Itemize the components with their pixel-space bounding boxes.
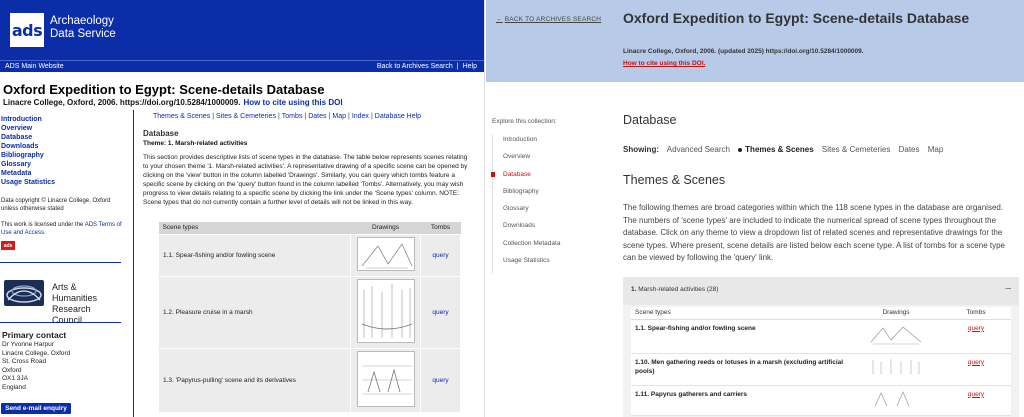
drawing-cell[interactable]: [351, 276, 421, 348]
ahrc-name: [52, 282, 120, 326]
old-top-nav: [0, 60, 485, 72]
scene-types-table: [631, 307, 1011, 416]
table-row: [159, 276, 461, 348]
nav-separator: |: [456, 63, 459, 70]
theme-accordion-marsh[interactable]: [623, 277, 1019, 305]
old-site-panel: [0, 0, 485, 417]
collapse-icon[interactable]: –: [1005, 283, 1011, 294]
license-text: [0, 221, 123, 237]
citation-line: [3, 98, 343, 107]
scene-type-cell[interactable]: 1.3. 'Papyrus-pulling' scene and its derivatives: [159, 348, 351, 412]
showing-themes-scenes[interactable]: Themes & Scenes: [745, 145, 814, 154]
table-header-row: [631, 307, 1011, 319]
nav-item-bibliography[interactable]: Bibliography: [503, 187, 539, 195]
table-row: [159, 348, 461, 412]
drawing-thumbnail[interactable]: [869, 324, 923, 346]
ahrc-line1: Arts & Humanities: [52, 282, 98, 303]
drawing-thumbnail[interactable]: [869, 358, 923, 376]
org-name-line2: Data Service: [50, 28, 116, 40]
collection-nav: [492, 135, 592, 273]
tab-database-help[interactable]: Database Help: [374, 113, 422, 120]
old-sidebar: [0, 115, 123, 250]
tombs-query-link[interactable]: query: [421, 234, 461, 276]
tab-separator: |: [212, 113, 215, 120]
old-database-tabs: [143, 112, 478, 121]
sidebar-item-database[interactable]: Database: [1, 134, 33, 141]
tombs-query-link[interactable]: query: [421, 348, 461, 412]
table-row: [631, 319, 1011, 353]
accordion-title: [631, 286, 718, 293]
tab-separator: |: [347, 113, 350, 120]
showing-filter-bar: [623, 145, 949, 154]
tombs-query-cell[interactable]: [941, 385, 1011, 415]
nav-item-overview[interactable]: Overview: [503, 153, 531, 161]
citation-text: Linacre College, Oxford, 2006. https://doi.org/10.5284/1000009.: [3, 98, 241, 107]
tab-dates[interactable]: Dates: [308, 113, 327, 120]
back-to-archives-search-link[interactable]: [496, 16, 601, 23]
back-to-archives-link[interactable]: Back to Archives Search: [376, 63, 453, 70]
col-tombs: Tombs: [941, 307, 1011, 319]
terms-of-use-link[interactable]: ADS Terms of Use and Access.: [1, 222, 122, 236]
org-name-line1: Archaeology: [50, 15, 114, 27]
tombs-query-link[interactable]: query: [421, 276, 461, 348]
explore-collection-label: Explore this collection:: [492, 118, 557, 125]
send-email-enquiry-button[interactable]: Send e-mail enquiry: [1, 403, 71, 414]
nav-item-downloads[interactable]: Downloads: [503, 222, 536, 230]
old-site-header: [0, 0, 485, 60]
table-row: [159, 234, 461, 276]
database-heading: Database: [623, 113, 677, 127]
ads-small-logo[interactable]: ads: [1, 241, 15, 250]
contact-line: Linacre College, Oxford: [2, 349, 71, 357]
ads-main-website-link[interactable]: ADS Main Website: [5, 63, 64, 70]
database-heading: Database: [143, 129, 179, 138]
ads-logo[interactable]: ads: [10, 13, 44, 47]
drawing-cell[interactable]: [851, 353, 941, 385]
new-site-header: [486, 0, 1024, 82]
table-header-row: [159, 222, 461, 234]
tab-tombs[interactable]: Tombs: [281, 113, 303, 120]
nav-item-database[interactable]: Database: [493, 170, 592, 187]
sidebar-item-overview[interactable]: Overview: [1, 125, 33, 132]
accordion-number: 1.: [631, 286, 637, 293]
nav-item-usage-statistics[interactable]: Usage Statistics: [503, 257, 550, 265]
contact-line: Dr Yvonne Harpur: [2, 341, 54, 348]
sidebar-item-glossary[interactable]: Glossary: [1, 161, 31, 168]
tab-separator: |: [277, 113, 280, 120]
citation-text: Linacre College, Oxford, 2006. (updated 2025) https://doi.org/10.5284/1000009.: [623, 48, 864, 55]
tombs-query-link[interactable]: query: [967, 390, 985, 398]
new-site-panel: [486, 0, 1024, 417]
tombs-query-link[interactable]: query: [967, 358, 985, 366]
showing-dates[interactable]: Dates: [898, 145, 920, 154]
ahrc-line2: Research Council: [52, 304, 91, 325]
tab-index[interactable]: Index: [351, 113, 369, 120]
active-dot-icon: [738, 148, 742, 152]
nav-item-glossary[interactable]: Glossary: [503, 205, 529, 213]
col-scene-types: Scene types: [631, 307, 851, 319]
sidebar-item-introduction[interactable]: Introduction: [1, 116, 42, 123]
themes-description: The following themes are broad categories within which the 118 scene types in the database are organised. The numbers of 'scene types' are included to indicate the numerical spread of scene types throughout the database. Click on any theme to view a dropdown list of related scenes and representative drawings for the scene types. Where present, scene details are listed below each scene type. A list of tombs for a scene type can be viewed by following the 'query' link.: [623, 203, 1005, 263]
sidebar-item-downloads[interactable]: Downloads: [1, 143, 39, 150]
tab-themes-scenes[interactable]: Themes & Scenes: [153, 113, 211, 120]
copyright-text: Data copyright © Linacre College, Oxford unless otherwise stated: [1, 198, 111, 212]
tombs-query-cell[interactable]: [941, 319, 1011, 353]
tab-sites-cemeteries[interactable]: Sites & Cemeteries: [216, 113, 276, 120]
old-top-nav-right: [377, 61, 477, 72]
tab-separator: |: [328, 113, 331, 120]
contact-line: OX1 3JA: [2, 375, 29, 382]
nav-item-introduction[interactable]: Introduction: [503, 136, 537, 143]
cite-doi-link[interactable]: How to cite using this DOI: [243, 98, 343, 107]
nav-item-collection-metadata[interactable]: Collection Metadata: [503, 239, 561, 247]
tab-map[interactable]: Map: [332, 113, 346, 120]
showing-map[interactable]: Map: [927, 145, 944, 154]
tab-separator: |: [370, 113, 373, 120]
accordion-panel: [623, 305, 1019, 417]
scene-type-cell[interactable]: 1.11. Papyrus gatherers and carriers: [631, 385, 851, 415]
col-drawings: Drawings: [351, 222, 421, 234]
sidebar-vertical-divider: [133, 110, 134, 417]
sidebar-item-metadata[interactable]: Metadata: [1, 170, 32, 177]
sidebar-divider: [0, 322, 121, 323]
table-row: [631, 353, 1011, 385]
accordion-label: Marsh-related activities (28): [638, 286, 719, 293]
drawing-cell[interactable]: [351, 348, 421, 412]
old-sidebar-nav: [0, 115, 123, 187]
scene-type-cell[interactable]: 1.1. Spear-fishing and/or fowling scene: [631, 319, 851, 353]
contact-line: England: [2, 383, 26, 391]
themes-scenes-heading: Themes & Scenes: [623, 173, 726, 187]
old-main-content: [143, 112, 478, 384]
arrow-left-icon: ←: [496, 16, 503, 23]
sidebar-divider: [0, 262, 121, 263]
showing-advanced-search[interactable]: Advanced Search: [666, 145, 730, 154]
table-row: [631, 385, 1011, 415]
ahrc-emblem-icon: [4, 280, 44, 306]
page-title: Oxford Expedition to Egypt: Scene-details Database: [623, 10, 970, 26]
tombs-query-cell[interactable]: [941, 353, 1011, 385]
drawing-cell[interactable]: [351, 234, 421, 276]
col-scene-types: Scene types: [159, 222, 351, 234]
sidebar-item-bibliography[interactable]: Bibliography: [1, 152, 44, 159]
theme-line: Theme: 1. Marsh-related activities: [143, 140, 248, 147]
col-drawings: Drawings: [851, 307, 941, 319]
database-description: This section provides descriptive lists of scene types in the database. The table below represents scenes relating to your chosen theme '1. Marsh-related activities'. A representative drawing of a specific scene can be opened by clicking on the 'view' button in the column labelled 'Drawings'. Similarly, you can query which tombs feature a specific scene by clicking on the 'query' button found in the column labelled 'Tombs'. Alternatively, you may wish progress to view details relating to a specific scene by clicking the link under the 'Scene types' column. NOTE: Scene types that do not currently contain a further level of details will not be linked in this way.: [143, 154, 468, 206]
drawing-cell[interactable]: [851, 319, 941, 353]
primary-contact-heading: Primary contact: [2, 330, 67, 340]
drawing-thumbnail[interactable]: [357, 237, 415, 271]
tombs-query-link[interactable]: query: [967, 324, 985, 332]
org-name: [50, 15, 116, 41]
ahrc-logo[interactable]: [2, 278, 120, 325]
scene-type-cell[interactable]: 1.2. Pleasure cruise in a marsh: [159, 276, 351, 348]
scene-type-cell[interactable]: 1.10. Men gathering reeds or lotuses in a marsh (excluding artificial pools): [631, 353, 851, 385]
contact-line: Oxford: [2, 366, 22, 374]
sidebar-item-usage-statistics[interactable]: Usage Statistics: [1, 179, 56, 186]
drawing-cell[interactable]: [851, 385, 941, 415]
page-title: Oxford Expedition to Egypt: Scene-details Database: [3, 82, 325, 97]
tab-separator: |: [304, 113, 307, 120]
cite-doi-link[interactable]: How to cite using this DOI.: [623, 60, 706, 67]
drawing-thumbnail[interactable]: [357, 279, 415, 343]
showing-label: Showing:: [623, 145, 659, 154]
back-link-label: BACK TO ARCHIVES SEARCH: [504, 16, 602, 23]
scene-type-cell[interactable]: 1.1. Spear-fishing and/or fowling scene: [159, 234, 351, 276]
drawing-thumbnail[interactable]: [869, 390, 923, 408]
showing-sites-cemeteries[interactable]: Sites & Cemeteries: [821, 145, 891, 154]
primary-contact: [2, 330, 122, 392]
license-prefix: This work is licensed under the: [1, 222, 84, 228]
help-link[interactable]: Help: [462, 63, 477, 70]
col-tombs: Tombs: [421, 222, 461, 234]
contact-line: St. Cross Road: [2, 358, 47, 365]
drawing-thumbnail[interactable]: [357, 351, 415, 407]
scene-types-table: [158, 222, 461, 413]
